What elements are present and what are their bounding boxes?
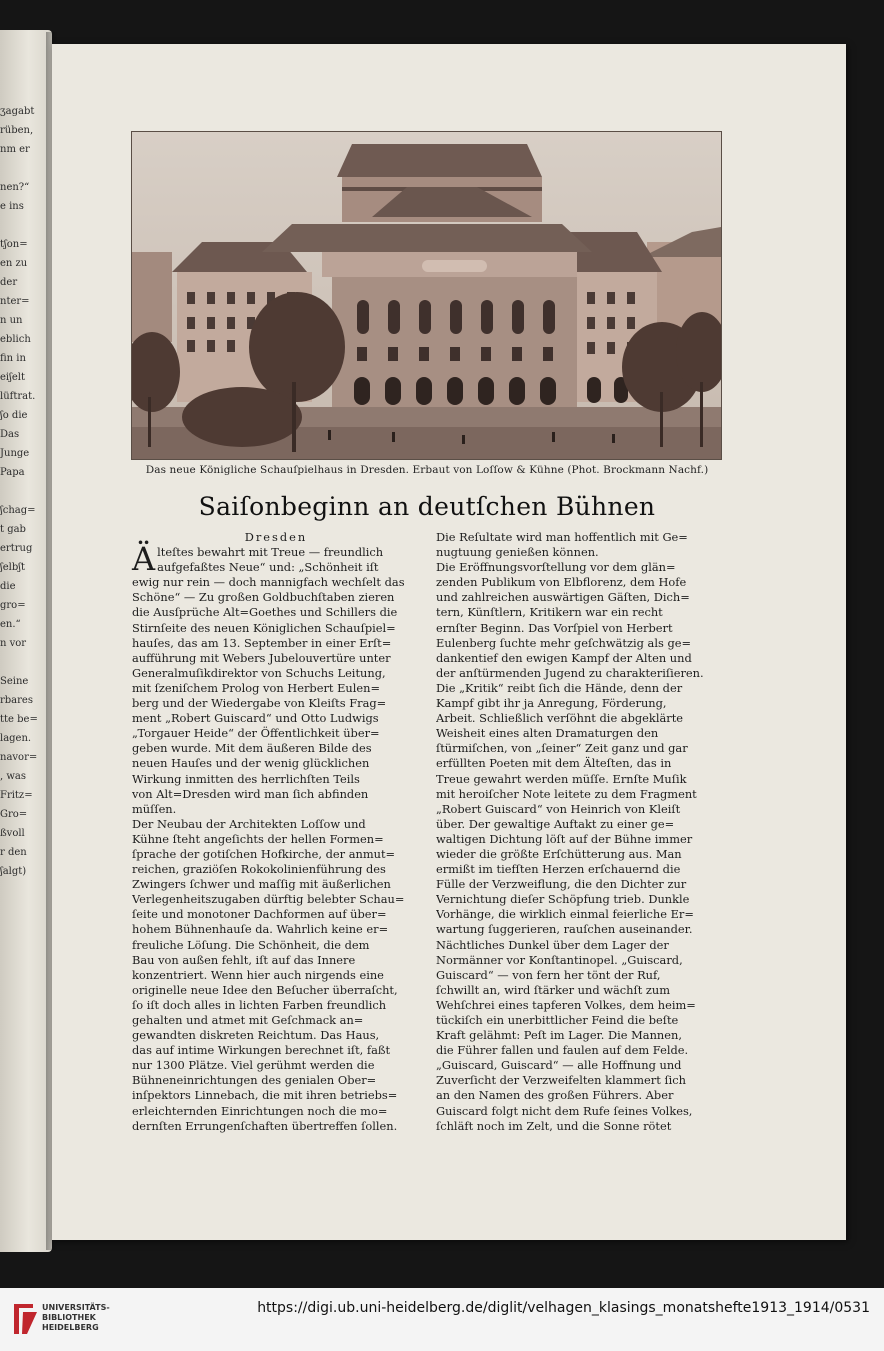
left-page-text-fragment: ʃchag= (0, 505, 36, 516)
text-line: konzentriert. Wenn hier auch nirgends eine (132, 967, 384, 982)
left-page-text-fragment: , was (0, 771, 27, 782)
text-line: die Führer fallen und faulen auf dem Felde. (436, 1043, 689, 1058)
theater-photo-illustration (132, 132, 721, 459)
text-line: originelle neue Idee den Beſucher überraſcht, (132, 982, 398, 997)
text-line: Schöne“ — Zu großen Goldbuchſtaben zieren (132, 590, 395, 605)
left-page-text-fragment: lagen. (0, 733, 32, 744)
left-page-text-fragment: r den (0, 847, 27, 858)
logo-line: UNIVERSITÄTS- (42, 1303, 110, 1312)
text-line: an den Namen des großen Führers. Aber (436, 1088, 674, 1103)
scanned-page (52, 44, 846, 1240)
left-page-text-fragment: n vor (0, 638, 27, 649)
text-line: hauſes, das am 13. September in einer Erſt= (132, 635, 392, 650)
left-page-text-fragment: e ins (0, 201, 24, 212)
text-line: Kampf gibt ihr ja Anregung, Förderung, (436, 696, 667, 711)
left-page-text-fragment: der (0, 277, 18, 288)
text-line: wartung ſuggerieren, rauſchen auseinander. (436, 922, 693, 937)
left-page-text-fragment: Das (0, 429, 20, 440)
left-page-text-fragment: rüben, (0, 125, 34, 136)
left-page-text-fragment: ʃelbʃt (0, 562, 25, 573)
left-page-text-fragment: lüftrat. (0, 391, 36, 402)
left-page-text-fragment: en.“ (0, 619, 21, 630)
text-line: „Torgauer Heide“ der Öffentlichkeit über= (132, 726, 380, 741)
text-line: Bühneneinrichtungen des genialen Ober= (132, 1073, 377, 1088)
text-line: erleichternden Einrichtungen noch die mo= (132, 1103, 388, 1118)
text-line: berg und der Wiedergabe von Kleiſts Frag= (132, 696, 387, 711)
text-line: ſchwillt an, wird ſtärker und wächſt zum (436, 982, 671, 997)
right-column-text (436, 530, 724, 1134)
text-line: Die Eröffnungsvorſtellung vor dem glän= (436, 560, 676, 575)
text-line: inſpektors Linnebach, die mit ihren betriebs= (132, 1088, 398, 1103)
text-line: Eulenberg ſuchte mehr geſchwätzig als ge= (436, 635, 692, 650)
text-line: Zwingers ſchwer und maſſig mit äußerlichen (132, 877, 391, 892)
photo-caption: Das neue Königliche Schauſpielhaus in Dresden. Erbaut von Loſſow & Kühne (Phot. Brockmann Nachf.) (145, 464, 709, 476)
text-line: ernſter Beginn. Das Vorſpiel von Herbert (436, 620, 673, 635)
left-page-text-fragment: ertrug (0, 543, 33, 554)
left-page-text-fragment: eiʃelt (0, 372, 25, 383)
footer-bar (0, 1288, 884, 1351)
text-line: Generalmuſikdirektor von Schuchs Leitung, (132, 665, 386, 680)
left-page-text-fragment: nen?“ (0, 182, 30, 193)
text-line: lteſtes bewahrt mit Treue — freundlich (157, 545, 384, 560)
text-line: Wirkung inmitten des herrlichſten Teils (132, 771, 360, 786)
text-line: waltigen Dichtung löſt auf der Bühne immer (436, 831, 693, 846)
logo-line: HEIDELBERG (42, 1323, 99, 1332)
left-page-edge (0, 30, 52, 1252)
text-line: Treue gewahrt werden müſſe. Ernſte Muſik (436, 771, 687, 786)
left-page-text-fragment: ßvoll (0, 828, 25, 839)
text-line: freuliche Löſung. Die Schönheit, die dem (132, 937, 370, 952)
text-line: Die Reſultate wird man hoffentlich mit Ge= (436, 530, 688, 544)
text-line: gewandten diskreten Reichtum. Das Haus, (132, 1028, 380, 1043)
text-line: „Guiscard, Guiscard“ — alle Hoffnung und (436, 1058, 682, 1073)
library-logo-text[interactable] (42, 1303, 110, 1333)
text-line: Weisheit eines alten Dramaturgen den (436, 726, 659, 741)
text-line: Normänner vor Konſtantinopel. „Guiscard, (436, 952, 683, 967)
text-line: und zahlreichen auswärtigen Gäſten, Dich= (436, 590, 690, 605)
text-line: Bau von außen fehlt, iſt auf das Innere (132, 952, 356, 967)
text-line: tern, Künſtlern, Kritikern war ein recht (436, 605, 663, 620)
article-headline: Saiſonbeginn an deutſchen Bühnen (198, 492, 656, 521)
left-page-text-fragment: Papa (0, 467, 25, 478)
text-line: geben wurde. Mit dem äußeren Bilde des (132, 741, 372, 756)
text-line: dernſten Errungenſchaften übertreffen ſollen. (132, 1118, 398, 1133)
text-line: mit heroiſcher Note leitete zu dem Fragment (436, 786, 697, 801)
text-line: erfüllten Poeten mit dem Älteſten, das in (436, 756, 672, 771)
text-line: mit ſzeniſchem Prolog von Herbert Eulen= (132, 680, 381, 695)
left-page-text-fragment: t gab (0, 524, 26, 535)
left-page-text-fragment: Gro= (0, 809, 28, 820)
text-line: aufführung mit Webers Jubelouvertüre unter (132, 650, 391, 665)
left-page-text-fragment: ʃo die (0, 410, 28, 421)
article-column-left (132, 530, 420, 1134)
text-line: ſprache der gotiſchen Hofkirche, der anmut= (132, 846, 396, 861)
text-line: das auf intime Wirkungen berechnet iſt, faßt (132, 1043, 391, 1058)
left-page-text-fragment: Fritz= (0, 790, 33, 801)
left-column-text (132, 540, 420, 1134)
text-line: Arbeit. Schließlich verſöhnt die abgeklärte (436, 711, 684, 726)
text-line: gehalten und atmet mit Geſchmack an= (132, 1013, 364, 1027)
text-line: hohem Bühnenhauſe da. Wahrlich keine er= (132, 922, 389, 937)
text-line: Vernichtung dieſer Schöpfung trieb. Dunkle (436, 892, 690, 907)
text-line: Guiscard“ — von fern her tönt der Ruf, (436, 967, 661, 982)
text-line: Nächtliches Dunkel über dem Lager der (436, 937, 669, 952)
text-line: ewig nur rein — doch mannigfach wechſelt das (132, 575, 405, 590)
left-page-text-fragment: gro= (0, 600, 26, 611)
text-line: Verlegenheitszugaben dürftig belebter Schau= (132, 892, 405, 907)
text-line: ermißt im tiefſten Herzen erſchauernd die (436, 862, 681, 877)
left-page-text-fragment: fin in (0, 353, 26, 364)
left-page-text-fragment: nter= (0, 296, 30, 307)
text-line: der anſtürmenden Jugend zu charakteriſieren. (436, 665, 704, 680)
left-page-text-fragment: Seine (0, 676, 29, 687)
left-page-text-fragment: Junge (0, 448, 30, 459)
left-page-text-fragment: rbares (0, 695, 33, 706)
text-line: die Ausſprüche Alt=Goethes und Schillers die (132, 605, 398, 620)
text-line: Wehſchrei eines tapferen Volkes, dem heim= (436, 997, 696, 1012)
text-line: Die „Kritik“ reibt ſich die Hände, denn der (436, 680, 683, 695)
text-line: von Alt=Dresden wird man ſich abfinden (132, 786, 369, 801)
left-page-text-fragment: ʃalgt) (0, 866, 27, 877)
text-line: Guiscard folgt nicht dem Rufe ſeines Volkes, (436, 1103, 693, 1118)
text-line: aufgefaßtes Neue“ und: „Schönheit iſt (157, 560, 379, 575)
text-line: Stirnſeite des neuen Königlichen Schauſpiel= (132, 620, 396, 635)
text-line: Kraft gelähmt: Peſt im Lager. Die Mannen, (436, 1028, 682, 1043)
university-library-logo-icon[interactable] (11, 1298, 39, 1338)
text-line: Vorhänge, die wirklich einmal feierliche Er= (436, 907, 694, 922)
text-line: ment „Robert Guiscard“ und Otto Ludwigs (132, 711, 379, 726)
left-page-text-fragment: tʃon= (0, 239, 28, 250)
text-line: tückiſch ein unerbittlicher Feind die beſte (436, 1013, 679, 1027)
text-line: reichen, graziöſen Rokokolinienführung des (132, 862, 386, 877)
theater-photograph (131, 131, 722, 460)
left-page-text-fragment: ʒagabt (0, 106, 35, 117)
text-line: Der Neubau der Architekten Loſſow und (132, 816, 366, 831)
text-line: „Robert Guiscard“ von Heinrich von Kleiſt (436, 801, 681, 816)
text-line: ſtürmiſchen, von „ſeiner“ Zeit ganz und gar (436, 741, 688, 756)
text-line: ſo iſt doch alles in lichten Farben freundlich (132, 997, 387, 1012)
left-page-text-fragment: tte be= (0, 714, 38, 725)
text-line: zenden Publikum von Elbflorenz, dem Hofe (436, 575, 687, 590)
drop-cap: Ä (132, 540, 156, 579)
left-page-text-fragment: nm er (0, 144, 30, 155)
left-page-text-fragment: n un (0, 315, 23, 326)
text-line: Zuverſicht der Verzweifelten klammert ſich (436, 1073, 687, 1088)
text-line: müſſen. (132, 801, 177, 816)
text-line: ſchläft noch im Zelt, und die Sonne rötet (436, 1118, 672, 1133)
text-line: ſeite und monotoner Dachformen auf über= (132, 907, 387, 922)
left-page-text-fragment: en zu (0, 258, 28, 269)
permalink-url[interactable]: https://digi.ub.uni-heidelberg.de/diglit/velhagen_klasings_monatshefte1913_1914/0531 (257, 1300, 870, 1316)
left-page-text-fragment: eblich (0, 334, 31, 345)
article-subtitle: Dresden (244, 530, 308, 544)
text-line: über. Der gewaltige Auftakt zu einer ge= (436, 816, 675, 831)
left-page-text-fragment: navor= (0, 752, 38, 763)
text-line: nur 1300 Plätze. Viel gerühmt werden die (132, 1058, 375, 1073)
text-line: nugtuung genießen können. (436, 545, 599, 560)
article-column-right (436, 530, 724, 1134)
logo-line: BIBLIOTHEK (42, 1313, 96, 1322)
text-line: neuen Hauſes und der wenig glücklichen (132, 756, 370, 771)
text-line: Fülle der Verzweiflung, die den Dichter zur (436, 877, 687, 892)
left-page-text-fragment: die (0, 581, 16, 592)
text-line: wieder die größte Erſchütterung aus. Man (436, 846, 682, 861)
text-line: dankentief den ewigen Kampf der Alten und (436, 650, 692, 665)
text-line: Kühne ſteht angeſichts der hellen Formen= (132, 831, 384, 846)
